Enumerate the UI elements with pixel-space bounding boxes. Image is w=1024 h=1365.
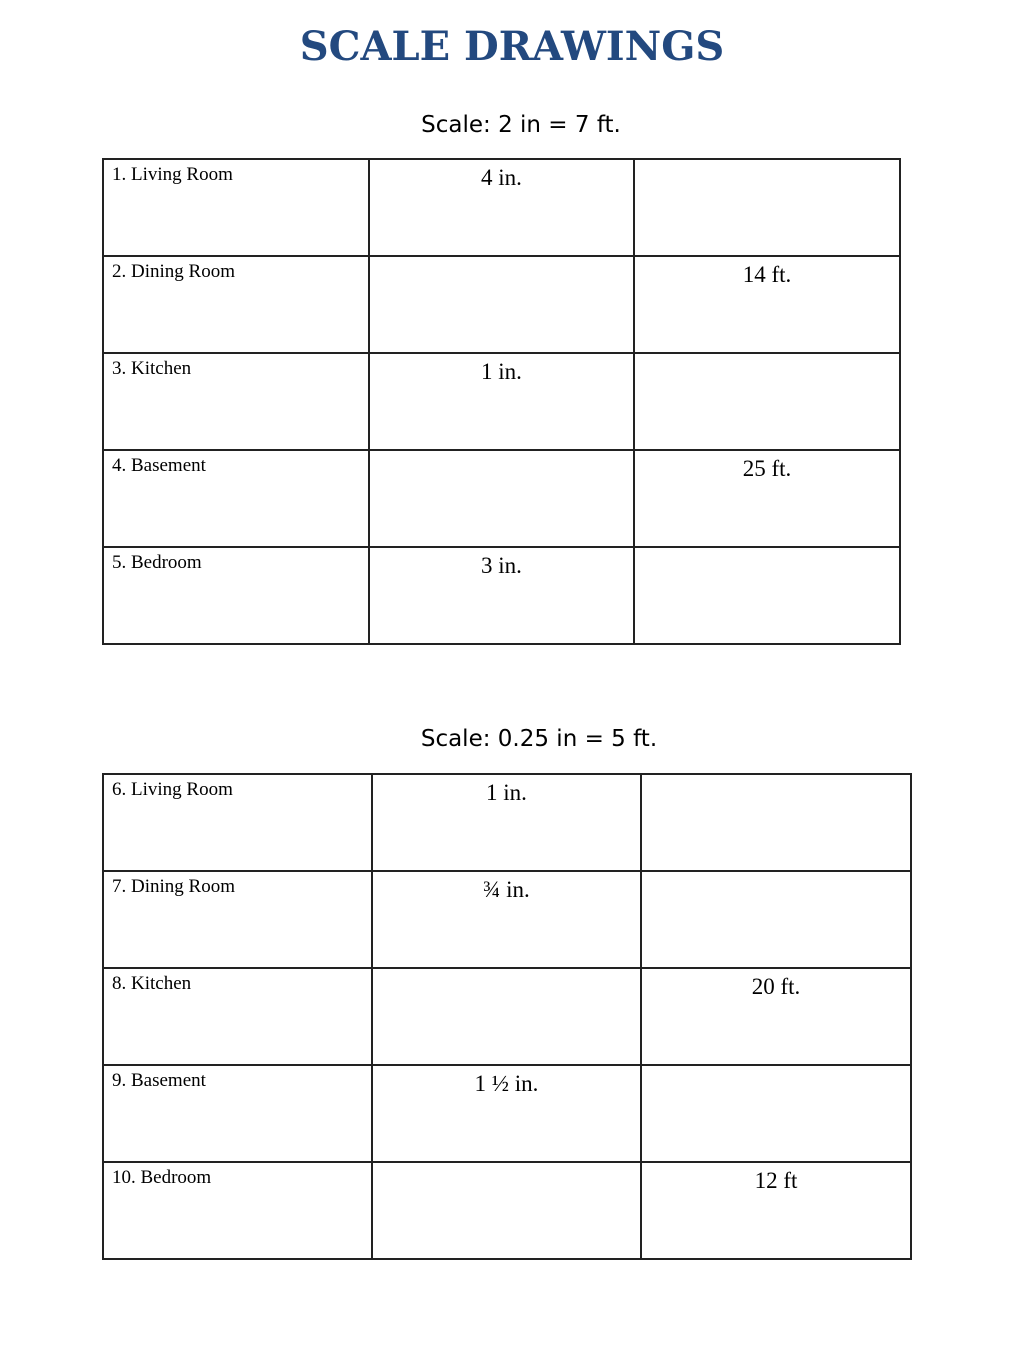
table-row xyxy=(103,871,911,968)
drawing-length-cell[interactable] xyxy=(372,1162,641,1259)
room-label: 8. Kitchen xyxy=(103,968,372,1065)
room-label: 5. Bedroom xyxy=(103,547,369,644)
drawing-length-cell[interactable]: 4 in. xyxy=(369,159,634,256)
page-title: SCALE DRAWINGS xyxy=(299,23,725,70)
drawing-length-cell[interactable]: 1 in. xyxy=(369,353,634,450)
room-label: 1. Living Room xyxy=(103,159,369,256)
table-row xyxy=(103,1065,911,1162)
actual-length-cell[interactable]: 12 ft xyxy=(641,1162,911,1259)
drawing-length-cell[interactable] xyxy=(369,256,634,353)
scale-heading-1: Scale: 2 in = 7 ft. xyxy=(421,112,621,138)
drawing-length-cell[interactable]: 3 in. xyxy=(369,547,634,644)
drawing-length-cell[interactable]: 1 in. xyxy=(372,774,641,871)
room-label: 2. Dining Room xyxy=(103,256,369,353)
table-row xyxy=(103,1162,911,1259)
room-label: 3. Kitchen xyxy=(103,353,369,450)
actual-length-cell[interactable] xyxy=(641,871,911,968)
table-row xyxy=(103,450,900,547)
drawing-length-cell[interactable]: ¾ in. xyxy=(372,871,641,968)
room-label: 4. Basement xyxy=(103,450,369,547)
actual-length-cell[interactable] xyxy=(634,353,900,450)
actual-length-cell[interactable] xyxy=(634,547,900,644)
actual-length-cell[interactable] xyxy=(641,774,911,871)
drawing-length-cell[interactable] xyxy=(372,968,641,1065)
actual-length-cell[interactable]: 25 ft. xyxy=(634,450,900,547)
scale-table-1 xyxy=(102,158,901,645)
room-label: 10. Bedroom xyxy=(103,1162,372,1259)
drawing-length-cell[interactable] xyxy=(369,450,634,547)
actual-length-cell[interactable]: 14 ft. xyxy=(634,256,900,353)
actual-length-cell[interactable] xyxy=(634,159,900,256)
table-row xyxy=(103,256,900,353)
room-label: 9. Basement xyxy=(103,1065,372,1162)
drawing-length-cell[interactable]: 1 ½ in. xyxy=(372,1065,641,1162)
scale-table-2 xyxy=(102,773,912,1260)
table-row xyxy=(103,968,911,1065)
room-label: 7. Dining Room xyxy=(103,871,372,968)
actual-length-cell[interactable] xyxy=(641,1065,911,1162)
table-row xyxy=(103,353,900,450)
table-row xyxy=(103,774,911,871)
table-row xyxy=(103,547,900,644)
scale-heading-2: Scale: 0.25 in = 5 ft. xyxy=(420,726,658,752)
table-row xyxy=(103,159,900,256)
actual-length-cell[interactable]: 20 ft. xyxy=(641,968,911,1065)
room-label: 6. Living Room xyxy=(103,774,372,871)
